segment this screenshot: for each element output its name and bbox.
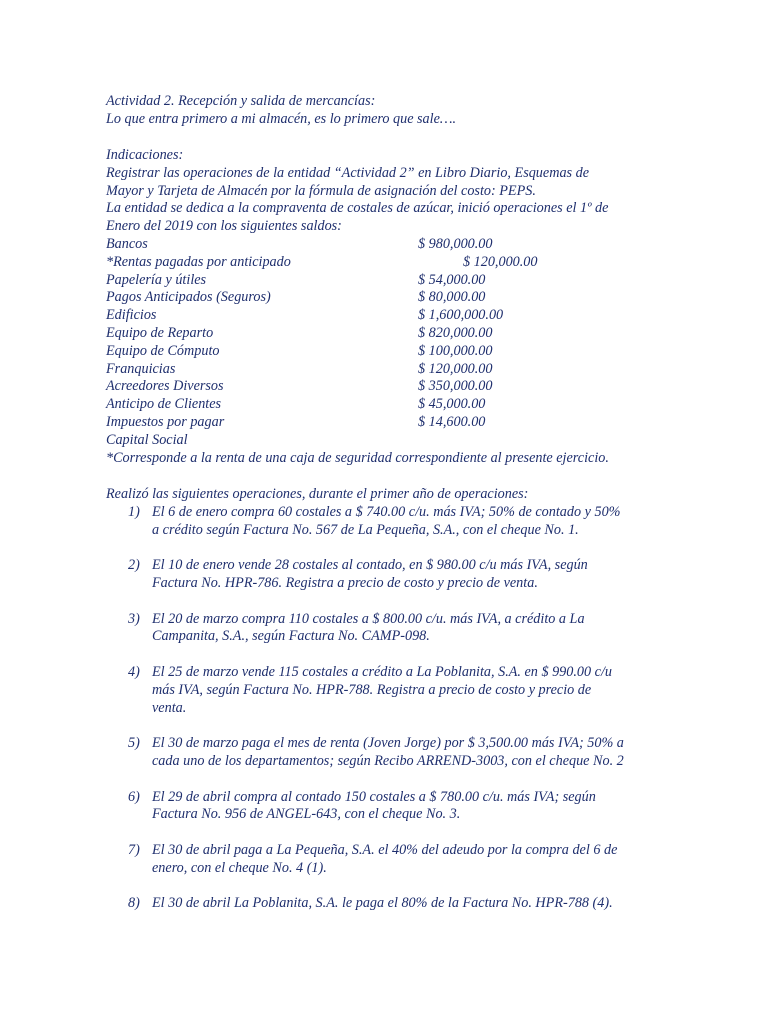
operation-line: venta.	[152, 699, 187, 716]
operation-item	[106, 557, 686, 593]
balance-row	[106, 432, 666, 450]
operation-item	[106, 735, 686, 771]
balance-row	[106, 396, 666, 414]
operations-list	[106, 504, 686, 913]
balance-concept: Impuestos por pagar	[106, 413, 225, 430]
operation-line: El 30 de abril La Poblanita, S.A. le paga el 80% de la Factura No. HPR-788 (4).	[152, 895, 613, 912]
document-subtitle: Lo que entra primero a mi almacén, es lo primero que sale….	[106, 110, 457, 127]
operation-number: 1)	[128, 503, 140, 520]
operation-item	[106, 789, 686, 825]
operation-line: cada uno de los departamentos; según Recibo ARREND-3003, con el cheque No. 2	[152, 752, 624, 769]
balance-row	[106, 414, 666, 432]
operation-line: El 30 de abril paga a La Pequeña, S.A. el 40% del adeudo por la compra del 6 de	[152, 841, 618, 858]
balance-concept: Bancos	[106, 236, 148, 252]
operation-number: 8)	[128, 895, 140, 912]
balance-concept: Equipo de Reparto	[106, 324, 214, 341]
operation-number: 3)	[128, 610, 140, 627]
balance-amount: $ 54,000.00	[418, 271, 486, 288]
balance-concept: Anticipo de Clientes	[106, 396, 222, 413]
instructions-line: Registrar las operaciones de la entidad “Actividad 2” en Libro Diario, Esquemas de	[106, 164, 589, 181]
balance-row	[106, 307, 666, 325]
operation-number: 7)	[128, 841, 140, 858]
balances-list	[106, 236, 666, 467]
instructions-line: Enero del 2019 con los siguientes saldos:	[106, 218, 342, 235]
balance-concept: Pagos Anticipados (Seguros)	[106, 289, 271, 306]
operation-number: 6)	[128, 788, 140, 805]
balance-row	[106, 378, 666, 396]
heading-block	[106, 93, 666, 129]
balance-row	[106, 343, 666, 361]
operation-number: 5)	[128, 735, 140, 752]
balance-amount: $ 45,000.00	[418, 396, 486, 413]
operation-line: El 29 de abril compra al contado 150 costales a $ 780.00 c/u. más IVA; según	[152, 788, 596, 805]
balance-amount: $ 980,000.00	[418, 236, 493, 252]
balance-amount: $ 120,000.00	[463, 253, 538, 270]
operation-item	[106, 664, 686, 717]
balance-concept: *Rentas pagadas por anticipado	[106, 253, 291, 270]
balance-row	[106, 361, 666, 379]
operation-item	[106, 842, 686, 878]
operation-line: a crédito según Factura No. 567 de La Pequeña, S.A., con el cheque No. 1.	[152, 521, 579, 538]
balance-row	[106, 254, 666, 272]
balances-footnote: *Corresponde a la renta de una caja de seguridad correspondiente al presente ejercicio.	[106, 449, 609, 466]
operation-item	[106, 895, 686, 913]
operation-number: 2)	[128, 557, 140, 574]
document-title: Actividad 2. Recepción y salida de mercancías:	[106, 93, 376, 109]
instructions-block	[106, 147, 666, 236]
operations-section	[106, 486, 686, 931]
instructions-line: La entidad se dedica a la compraventa de costales de azúcar, inició operaciones el 1º de	[106, 200, 609, 217]
balance-concept: Equipo de Cómputo	[106, 342, 220, 359]
balance-concept: Edificios	[106, 307, 157, 324]
operations-intro: Realizó las siguientes operaciones, durante el primer año de operaciones:	[106, 486, 529, 502]
balance-amount: $ 14,600.00	[418, 413, 486, 430]
operation-item	[106, 504, 686, 540]
balance-row	[106, 236, 666, 254]
operation-item	[106, 611, 686, 647]
balance-amount: $ 1,600,000.00	[418, 307, 504, 324]
balance-row	[106, 289, 666, 307]
balance-amount: $ 350,000.00	[418, 378, 493, 395]
balance-amount: $ 120,000.00	[418, 360, 493, 377]
balance-amount: $ 80,000.00	[418, 289, 486, 306]
operation-line: Factura No. 956 de ANGEL-643, con el cheque No. 3.	[152, 806, 461, 823]
balance-concept: Acreedores Diversos	[106, 378, 224, 395]
balance-amount: $ 820,000.00	[418, 324, 493, 341]
operation-number: 4)	[128, 663, 140, 680]
balance-concept: Franquicias	[106, 360, 176, 377]
operation-line: enero, con el cheque No. 4 (1).	[152, 859, 327, 876]
operation-line: El 25 de marzo vende 115 costales a crédito a La Poblanita, S.A. en $ 990.00 c/u	[152, 663, 612, 680]
operation-line: El 6 de enero compra 60 costales a $ 740.00 c/u. más IVA; 50% de contado y 50%	[152, 503, 621, 520]
instructions-line: Mayor y Tarjeta de Almacén por la fórmula de asignación del costo: PEPS.	[106, 182, 536, 199]
balance-concept: Papelería y útiles	[106, 271, 207, 288]
operation-line: El 20 de marzo compra 110 costales a $ 800.00 c/u. más IVA, a crédito a La	[152, 610, 585, 627]
operation-line: El 30 de marzo paga el mes de renta (Joven Jorge) por $ 3,500.00 más IVA; 50% a	[152, 735, 624, 752]
operation-line: El 10 de enero vende 28 costales al contado, en $ 980.00 c/u más IVA, según	[152, 557, 588, 574]
balance-row	[106, 325, 666, 343]
instructions-label: Indicaciones:	[106, 147, 184, 163]
balance-amount: $ 100,000.00	[418, 342, 493, 359]
balance-row	[106, 272, 666, 290]
operation-line: Factura No. HPR-786. Registra a precio de costo y precio de venta.	[152, 574, 538, 591]
operation-line: Campanita, S.A., según Factura No. CAMP-098.	[152, 628, 430, 645]
operation-line: más IVA, según Factura No. HPR-788. Registra a precio de costo y precio de	[152, 681, 592, 698]
balance-concept: Capital Social	[106, 431, 188, 448]
